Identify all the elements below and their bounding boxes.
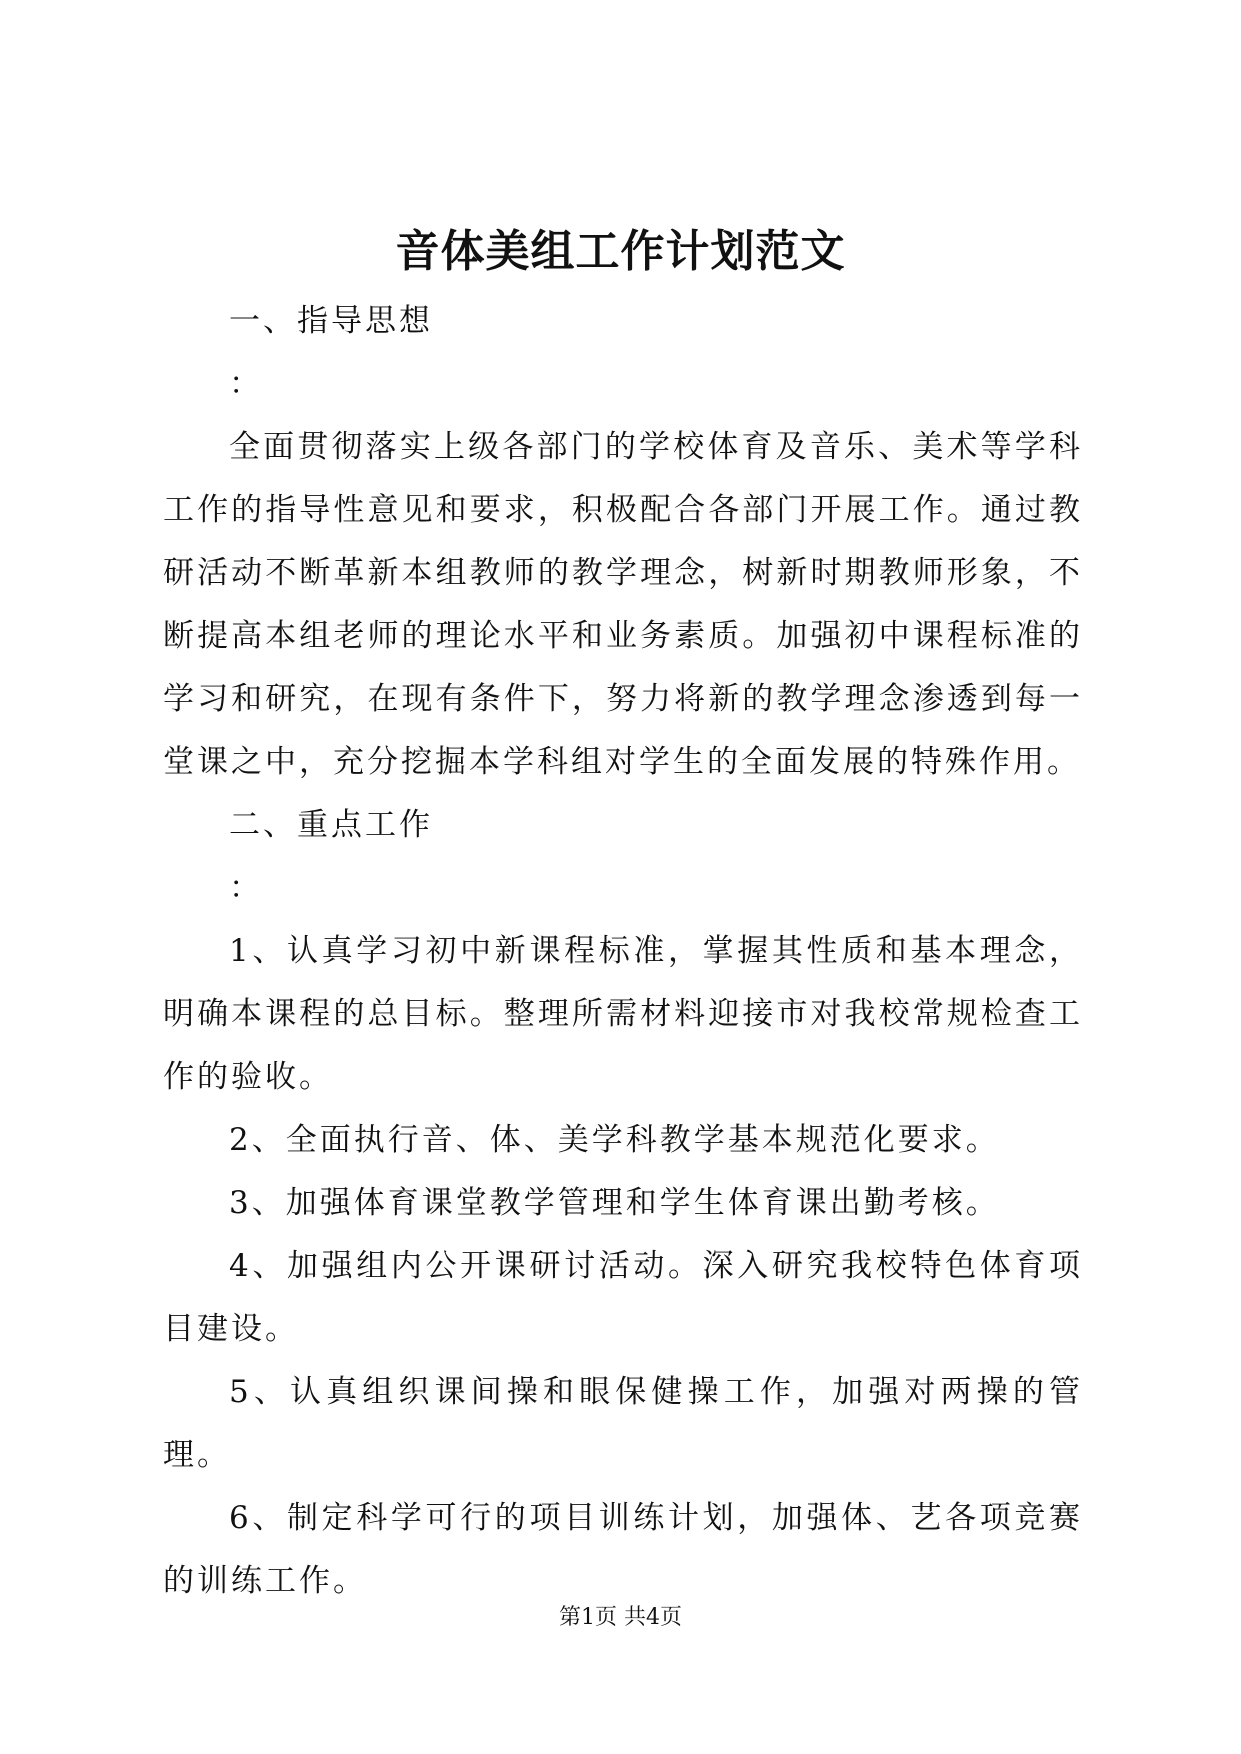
page-number-footer: 第1页 共4页 bbox=[559, 1605, 682, 1630]
key-work-item-6: 6、制定科学可行的项目训练计划，加强体、艺各项竞赛的训练工作。 bbox=[163, 1500, 1083, 1599]
section-heading-guiding-ideology: 一、指导思想 bbox=[229, 303, 433, 339]
guiding-ideology-paragraph: 全面贯彻落实上级各部门的学校体育及音乐、美术等学科工作的指导性意见和要求，积极配合各部门开展工作。通过教研活动不断革新本组教师的教学理念，树新时期教师形象，不断提高本组老师的理论水平和业务素质。加强初中课程标准的学习和研究，在现有条件下，努力将新的教学理念渗透到每一堂课之中，充分挖掘本学科组对学生的全面发展的特殊作用。 bbox=[163, 429, 1083, 780]
key-work-item-3: 3、加强体育课堂教学管理和学生体育课出勤考核。 bbox=[229, 1185, 1000, 1221]
key-work-item-5: 5、认真组织课间操和眼保健操工作，加强对两操的管理。 bbox=[163, 1374, 1083, 1473]
colon-line: ： bbox=[229, 870, 263, 906]
document-title: 音体美组工作计划范文 bbox=[395, 226, 846, 277]
colon-line: ： bbox=[229, 366, 263, 402]
key-work-item-2: 2、全面执行音、体、美学科教学基本规范化要求。 bbox=[229, 1122, 1000, 1158]
key-work-item-4: 4、加强组内公开课研讨活动。深入研究我校特色体育项目建设。 bbox=[163, 1248, 1083, 1347]
document-body bbox=[163, 290, 1083, 1613]
key-work-item-1: 1、认真学习初中新课程标准，掌握其性质和基本理念，明确本课程的总目标。整理所需材料迎接市对我校常规检查工作的验收。 bbox=[163, 933, 1083, 1095]
section-heading-key-work: 二、重点工作 bbox=[229, 807, 433, 843]
